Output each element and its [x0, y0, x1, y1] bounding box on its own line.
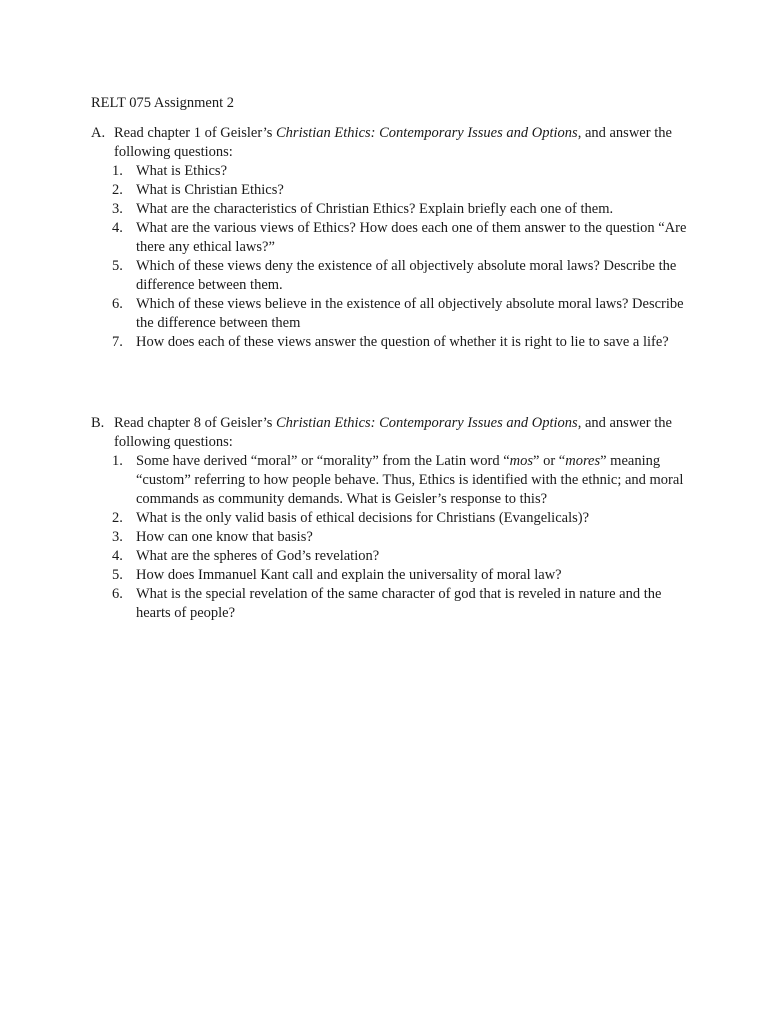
list-item	[91, 509, 691, 528]
question-text: What is the special revelation of the same character of god that is reveled in nature and the hearts of people?	[136, 586, 662, 621]
question-number: 1.	[112, 453, 123, 469]
latin-word-mos: mos	[509, 453, 534, 469]
question-number: 1.	[112, 163, 123, 179]
section-a	[91, 124, 691, 352]
question-text: Which of these views deny the existence of all objectively absolute moral laws? Describe the difference between them.	[136, 258, 677, 293]
question-text: What is the only valid basis of ethical decisions for Christians (Evangelicals)?	[136, 510, 590, 526]
question-number: 5.	[112, 567, 123, 583]
question-number: 5.	[112, 258, 123, 274]
section-a-letter: A.	[91, 125, 106, 141]
question-number: 2.	[112, 182, 123, 198]
list-item	[91, 257, 691, 295]
list-item	[91, 528, 691, 547]
list-item	[91, 295, 691, 333]
question-number: 4.	[112, 548, 123, 564]
question-text: How does each of these views answer the question of whether it is right to lie to save a life?	[136, 334, 669, 350]
question-text: What is Christian Ethics?	[136, 182, 284, 198]
list-item	[91, 452, 691, 509]
section-b-letter: B.	[91, 415, 105, 431]
section-b-intro	[91, 414, 691, 452]
list-item	[91, 333, 691, 352]
question-text: What are the various views of Ethics? How does each one of them answer to the question “Are there any ethical laws?”	[136, 220, 687, 255]
question-number: 6.	[112, 586, 123, 602]
list-item	[91, 585, 691, 623]
question-number: 2.	[112, 510, 123, 526]
question-number: 6.	[112, 296, 123, 312]
section-b-book-title: Christian Ethics: Contemporary Issues and Options	[276, 415, 578, 431]
question-text: What is Ethics?	[136, 163, 228, 179]
question-text: Some have derived “moral” or “morality” from the Latin word “	[136, 453, 510, 469]
question-text: How can one know that basis?	[136, 529, 313, 545]
question-number: 7.	[112, 334, 123, 350]
question-text: Which of these views believe in the existence of all objectively absolute moral laws? Describe the difference between them	[136, 296, 684, 331]
question-text: What are the spheres of God’s revelation?	[136, 548, 380, 564]
section-a-intro	[91, 124, 691, 162]
latin-word-mores: mores	[565, 453, 601, 469]
question-number: 4.	[112, 220, 123, 236]
document-title: RELT 075 Assignment 2	[91, 95, 235, 111]
question-text: How does Immanuel Kant call and explain the universality of moral law?	[136, 567, 562, 583]
question-number: 3.	[112, 201, 123, 217]
list-item	[91, 162, 691, 181]
list-item	[91, 200, 691, 219]
list-item	[91, 566, 691, 585]
section-b	[91, 414, 691, 623]
list-item	[91, 547, 691, 566]
section-b-intro-text: Read chapter 8 of Geisler’s	[114, 415, 276, 431]
question-text-connector: ” or “	[533, 453, 566, 469]
section-a-intro-text: Read chapter 1 of Geisler’s	[114, 125, 276, 141]
question-text-rest: ” meaning “custom” referring to how people behave. Thus, Ethics is identified with the ethnic; and moral commands as community demands. What is Geisler’s response to this?	[136, 453, 684, 507]
section-b-question-list	[91, 452, 691, 623]
question-text: What are the characteristics of Christian Ethics? Explain briefly each one of them.	[136, 201, 614, 217]
question-number: 3.	[112, 529, 123, 545]
list-item	[91, 181, 691, 200]
section-b-intro-rest: , and answer the following questions:	[114, 415, 672, 450]
section-a-question-list	[91, 162, 691, 352]
section-a-intro-rest: , and answer the following questions:	[114, 125, 672, 160]
section-a-book-title: Christian Ethics: Contemporary Issues and Options	[276, 125, 578, 141]
list-item	[91, 219, 691, 257]
